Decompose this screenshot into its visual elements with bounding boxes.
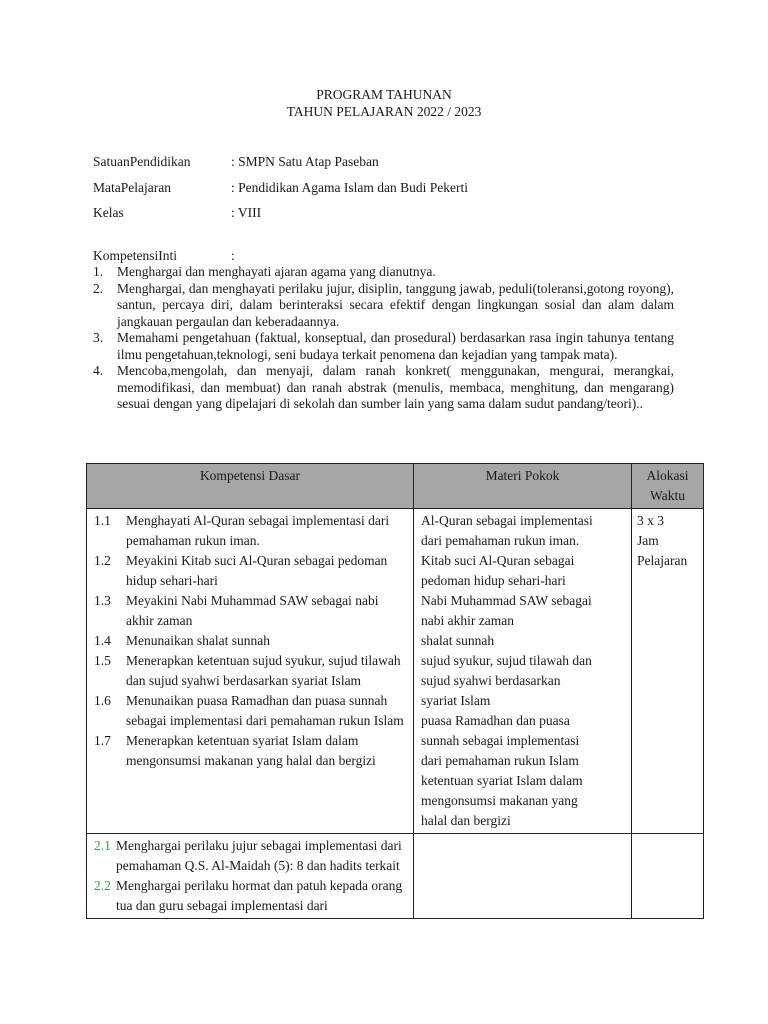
- kd-number: 1.3: [94, 593, 111, 608]
- kd-text: Menerapkan ketentuan sujud syukur, sujud tilawah dan sujud syahwi berdasarkan syariat Islam: [126, 653, 401, 688]
- materi-cell: [414, 509, 632, 834]
- kd-cell: [87, 509, 414, 834]
- kompetensi-inti-heading: [93, 248, 235, 264]
- kd-number: 1.1: [94, 513, 111, 528]
- alokasi-cell: [632, 834, 704, 919]
- kd-number: 1.2: [94, 553, 111, 568]
- list-item: [93, 264, 674, 281]
- materi-line: syariat Islam: [421, 693, 491, 708]
- materi-line: puasa Ramadhan dan puasa: [421, 713, 570, 728]
- materi-line: shalat sunnah: [421, 633, 495, 648]
- list-item: [93, 330, 674, 363]
- materi-line: Nabi Muhammad SAW sebagai: [421, 593, 592, 608]
- materi-line: nabi akhir zaman: [421, 613, 514, 628]
- list-item-number: 4.: [93, 363, 104, 378]
- table-row: [87, 834, 704, 919]
- table-header-row: [87, 464, 704, 509]
- list-item-text: Mencoba,mengolah, dan menyaji, dalam ranah konkret( menggunakan, mengurai, merangkai, memodifikasi, dan membuat) dan ranah abstrak (menulis, membaca, menghitung, dan mengarang) sesuai dengan yang dipelajari di sekolah dan sumber lain yang sama dalam sudut pandang/teori)..: [117, 363, 674, 411]
- alokasi-line: Jam: [637, 533, 659, 548]
- info-label: MataPelajaran: [93, 180, 171, 195]
- kd-text: Menunaikan puasa Ramadhan dan puasa sunnah sebagai implementasi dari pemahaman rukun Islam: [126, 693, 404, 728]
- list-item-text: Memahami pengetahuan (faktual, konseptual, dan prosedural) berdasarkan rasa ingin tahunya tentang ilmu pengetahuan,teknologi, seni budaya terkait penomena dan kejadian yang tampak mata).: [117, 330, 674, 362]
- header-alokasi-line2: Waktu: [650, 488, 685, 503]
- header-kompetensi-dasar: Kompetensi Dasar: [87, 464, 414, 509]
- kd-number: 2.2: [94, 878, 111, 893]
- materi-line: dari pemahaman rukun Islam: [421, 753, 579, 768]
- kd-text: Meyakini Kitab suci Al-Quran sebagai pedoman hidup sehari-hari: [126, 553, 388, 588]
- list-item-text: Menghargai dan menghayati ajaran agama yang dianutnya.: [117, 264, 436, 279]
- info-value: : Pendidikan Agama Islam dan Budi Pekerti: [231, 180, 468, 195]
- list-item-text: Menghargai, dan menghayati perilaku jujur, disiplin, tanggung jawab, peduli(toleransi,gotong royong), santun, percaya diri, dalam berinteraksi secara efektif dengan lingkungan sosial dan alam dalam jangkauan pergaulan dan keberadaannya.: [117, 280, 674, 329]
- materi-line: mengonsumsi makanan yang: [421, 793, 578, 808]
- kd-number: 2.1: [94, 838, 111, 853]
- kompetensi-dasar-table: [86, 463, 704, 919]
- info-label: SatuanPendidikan: [93, 154, 191, 169]
- document-subtitle: TAHUN PELAJARAN 2022 / 2023: [286, 104, 482, 119]
- materi-line: dari pemahaman rukun iman.: [421, 533, 580, 548]
- list-item-number: 2.: [93, 280, 104, 296]
- kompetensi-inti-list: [93, 264, 674, 413]
- kd-item: [94, 876, 407, 916]
- header-materi-pokok: Materi Pokok: [414, 464, 632, 509]
- materi-line: halal dan bergizi: [421, 813, 511, 828]
- kd-text: Menunaikan shalat sunnah: [126, 633, 270, 648]
- kd-text: Menerapkan ketentuan syariat Islam dalam mengonsumsi makanan yang halal dan bergizi: [126, 733, 376, 768]
- kd-number: 1.7: [94, 733, 111, 748]
- header-alokasi-line1: Alokasi: [646, 468, 689, 483]
- kd-item: [94, 836, 407, 876]
- alokasi-line: 3 x 3: [637, 513, 664, 528]
- materi-line: sujud syahwi berdasarkan: [421, 673, 561, 688]
- kd-number: 1.6: [94, 693, 111, 708]
- materi-line: sunnah sebagai implementasi: [421, 733, 580, 748]
- materi-line: ketentuan syariat Islam dalam: [421, 773, 583, 788]
- kd-number: 1.5: [94, 653, 111, 668]
- document-title: PROGRAM TAHUNAN: [316, 87, 452, 102]
- list-item: [93, 281, 674, 331]
- info-label: Kelas: [93, 205, 124, 220]
- kd-item: [94, 511, 407, 551]
- alokasi-cell: [632, 509, 704, 834]
- kd-text: Menghargai perilaku hormat dan patuh kepada orang tua dan guru sebagai implementasi dari: [116, 878, 403, 913]
- kd-cell: [87, 834, 414, 919]
- kd-item: [94, 691, 407, 731]
- kompetensi-inti-label: KompetensiInti: [93, 248, 177, 263]
- kd-number: 1.4: [94, 633, 111, 648]
- materi-line: Kitab suci Al-Quran sebagai: [421, 553, 575, 568]
- materi-line: pedoman hidup sehari-hari: [421, 573, 566, 588]
- kd-item: [94, 591, 407, 631]
- info-value: : SMPN Satu Atap Paseban: [231, 154, 379, 169]
- materi-line: sujud syukur, sujud tilawah dan: [421, 653, 592, 668]
- list-item: [93, 363, 674, 413]
- materi-cell: [414, 834, 632, 919]
- list-item-number: 3.: [93, 330, 104, 345]
- info-value: : VIII: [231, 205, 262, 220]
- header-alokasi-waktu: [632, 464, 704, 509]
- kompetensi-inti-colon: :: [231, 248, 235, 263]
- kd-text: Menghargai perilaku jujur sebagai implementasi dari pemahaman Q.S. Al-Maidah (5): 8 dan hadits terkait: [116, 838, 402, 873]
- kd-item: [94, 731, 407, 771]
- kd-item: [94, 551, 407, 591]
- kd-text: Menghayati Al-Quran sebagai implementasi dari pemahaman rukun iman.: [126, 513, 390, 548]
- table-row: [87, 509, 704, 834]
- materi-line: Al-Quran sebagai implementasi: [421, 513, 593, 528]
- list-item-number: 1.: [93, 264, 104, 279]
- kd-item: [94, 631, 407, 651]
- kd-item: [94, 651, 407, 691]
- alokasi-line: Pelajaran: [637, 553, 688, 568]
- kd-text: Meyakini Nabi Muhammad SAW sebagai nabi akhir zaman: [126, 593, 379, 628]
